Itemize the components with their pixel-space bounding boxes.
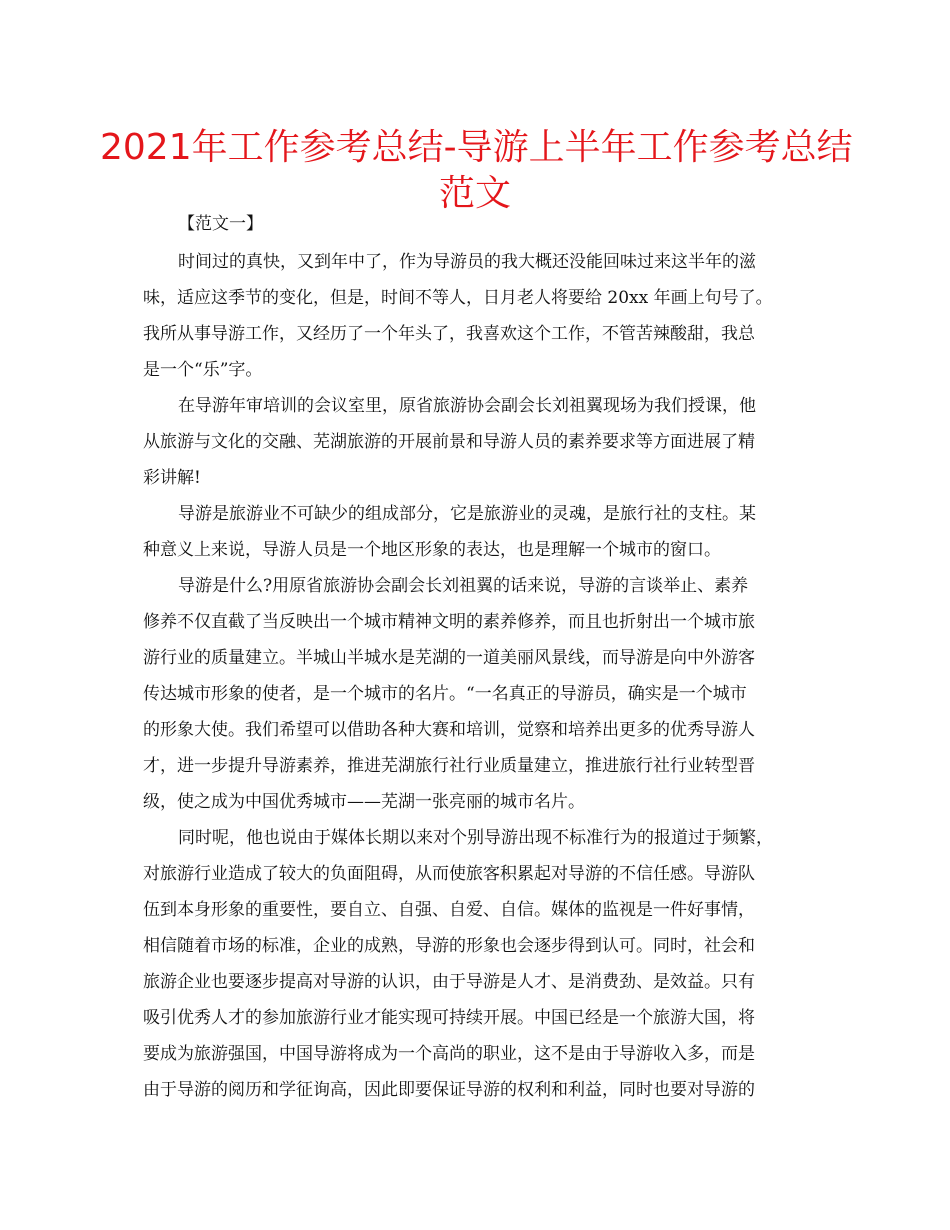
- body-line: 时间过的真快，又到年中了，作为导游员的我大概还没能回味过来这半年的滋: [178, 252, 756, 272]
- document-title-line-1: 2021年工作参考总结-导游上半年工作参考总结: [100, 127, 853, 168]
- body-line: 从旅游与文化的交融、芜湖旅游的开展前景和导游人员的素养要求等方面进展了精: [143, 432, 755, 452]
- body-line: 种意义上来说，导游人员是一个地区形象的表达，也是理解一个城市的窗口。: [143, 540, 721, 560]
- body-line: 游行业的质量建立。半城山半城水是芜湖的一道美丽风景线，而导游是向中外游客: [143, 648, 755, 668]
- body-line: 修养不仅直截了当反映出一个城市精神文明的素养修养，而且也折射出一个城市旅: [143, 612, 755, 632]
- body-line: 要成为旅游强国，中国导游将成为一个高尚的职业，这不是由于导游收入多，而是: [143, 1044, 755, 1064]
- body-line: 味，适应这季节的变化，但是，时间不等人，日月老人将要给 20xx 年画上句号了。: [143, 288, 773, 308]
- body-line: 才，进一步提升导游素养，推进芜湖旅行社行业质量建立，推进旅行社行业转型晋: [143, 756, 755, 776]
- body-line: 在导游年审培训的会议室里，原省旅游协会副会长刘祖翼现场为我们授课，他: [178, 396, 756, 416]
- body-line: 导游是什么?用原省旅游协会副会长刘祖翼的话来说，导游的言谈举止、素养: [178, 576, 749, 596]
- body-line: 是一个“乐”字。: [143, 360, 263, 380]
- body-line: 传达城市形象的使者，是一个城市的名片。“一名真正的导游员，确实是一个城市: [143, 684, 747, 704]
- body-line: 对旅游行业造成了较大的负面阻碍，从而使旅客积累起对导游的不信任感。导游队: [143, 864, 755, 884]
- section-label: 【范文一】: [178, 214, 263, 234]
- body-line: 由于导游的阅历和学征询高，因此即要保证导游的权利和利益，同时也要对导游的: [143, 1080, 755, 1100]
- body-line: 旅游企业也要逐步提高对导游的认识，由于导游是人才、是消费劲、是效益。只有: [143, 972, 755, 992]
- body-line: 同时呢，他也说由于媒体长期以来对个别导游出现不标准行为的报道过于频繁，: [178, 828, 773, 848]
- body-line: 彩讲解!: [143, 468, 201, 488]
- body-line: 的形象大使。我们希望可以借助各种大赛和培训，觉察和培养出更多的优秀导游人: [143, 720, 755, 740]
- body-line: 伍到本身形象的重要性，要自立、自强、自爱、自信。媒体的监视是一件好事情，: [143, 900, 755, 920]
- body-line: 级，使之成为中国优秀城市——芜湖一张亮丽的城市名片。: [143, 792, 585, 812]
- body-line: 导游是旅游业不可缺少的组成部分，它是旅游业的灵魂，是旅行社的支柱。某: [178, 504, 756, 524]
- body-line: 吸引优秀人才的参加旅游行业才能实现可持续开展。中国已经是一个旅游大国，将: [143, 1008, 755, 1028]
- body-line: 相信随着市场的标准，企业的成熟，导游的形象也会逐步得到认可。同时，社会和: [143, 936, 755, 956]
- body-line: 我所从事导游工作，又经历了一个年头了，我喜欢这个工作，不管苦辣酸甜，我总: [143, 324, 755, 344]
- document-title-line-2: 范文: [438, 173, 511, 214]
